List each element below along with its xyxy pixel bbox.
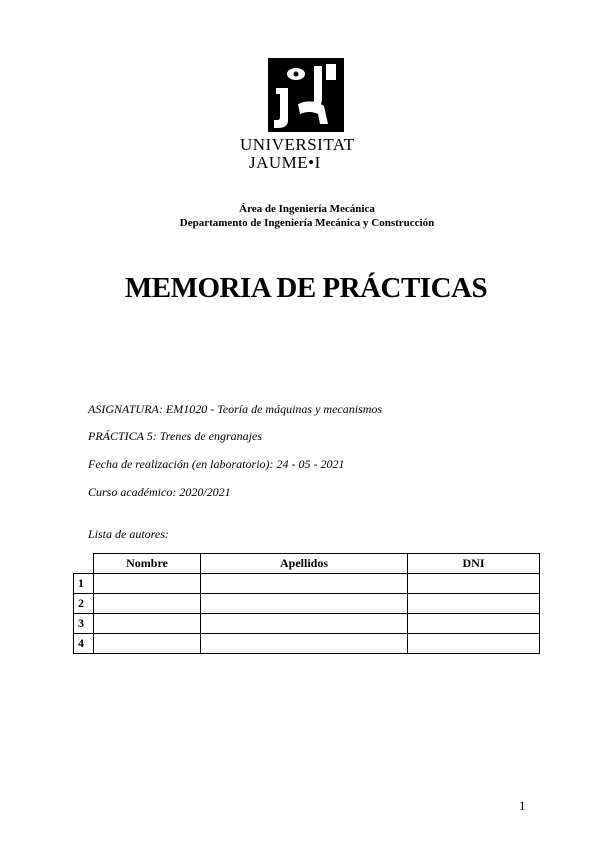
university-name-line1: UNIVERSITAT <box>240 135 355 154</box>
dni-cell[interactable] <box>408 614 540 634</box>
header-dni: DNI <box>408 554 540 574</box>
table-corner-cell <box>74 554 94 574</box>
dni-cell[interactable] <box>408 574 540 594</box>
page-title: MEMORIA DE PRÁCTICAS <box>124 272 488 304</box>
table-row <box>74 574 540 594</box>
university-logo-icon <box>268 58 344 132</box>
curso-line: Curso académico: 2020/2021 <box>88 485 231 499</box>
header-apellidos: Apellidos <box>201 554 408 574</box>
authors-list-label: Lista de autores: <box>88 527 169 541</box>
table-row <box>74 634 540 654</box>
row-number: 2 <box>74 594 94 614</box>
area-heading: Área de Ingeniería Mecánica <box>239 203 375 215</box>
university-name-line2: JAUME•I <box>249 153 321 172</box>
department-heading: Departamento de Ingeniería Mecánica y Construcción <box>179 217 435 229</box>
asignatura-line: ASIGNATURA: EM1020 - Teoría de máquinas y mecanismos <box>88 402 383 416</box>
row-number: 1 <box>74 574 94 594</box>
dni-cell[interactable] <box>408 634 540 654</box>
apellidos-cell[interactable] <box>201 634 408 654</box>
header <box>0 202 600 230</box>
row-number: 3 <box>74 614 94 634</box>
row-number: 4 <box>74 634 94 654</box>
table-row <box>74 614 540 634</box>
nombre-cell[interactable] <box>94 634 201 654</box>
table-header-row <box>74 554 540 574</box>
nombre-cell[interactable] <box>94 594 201 614</box>
table-row <box>74 594 540 614</box>
header-nombre: Nombre <box>94 554 201 574</box>
apellidos-cell[interactable] <box>201 594 408 614</box>
dni-cell[interactable] <box>408 594 540 614</box>
apellidos-cell[interactable] <box>201 614 408 634</box>
university-name <box>240 136 380 172</box>
authors-table <box>73 553 540 654</box>
practica-line: PRÁCTICA 5: Trenes de engranajes <box>88 429 262 443</box>
page-number: 1 <box>519 798 526 813</box>
fecha-line: Fecha de realización (en laboratorio): 24 - 05 - 2021 <box>88 457 345 471</box>
apellidos-cell[interactable] <box>201 574 408 594</box>
nombre-cell[interactable] <box>94 574 201 594</box>
nombre-cell[interactable] <box>94 614 201 634</box>
